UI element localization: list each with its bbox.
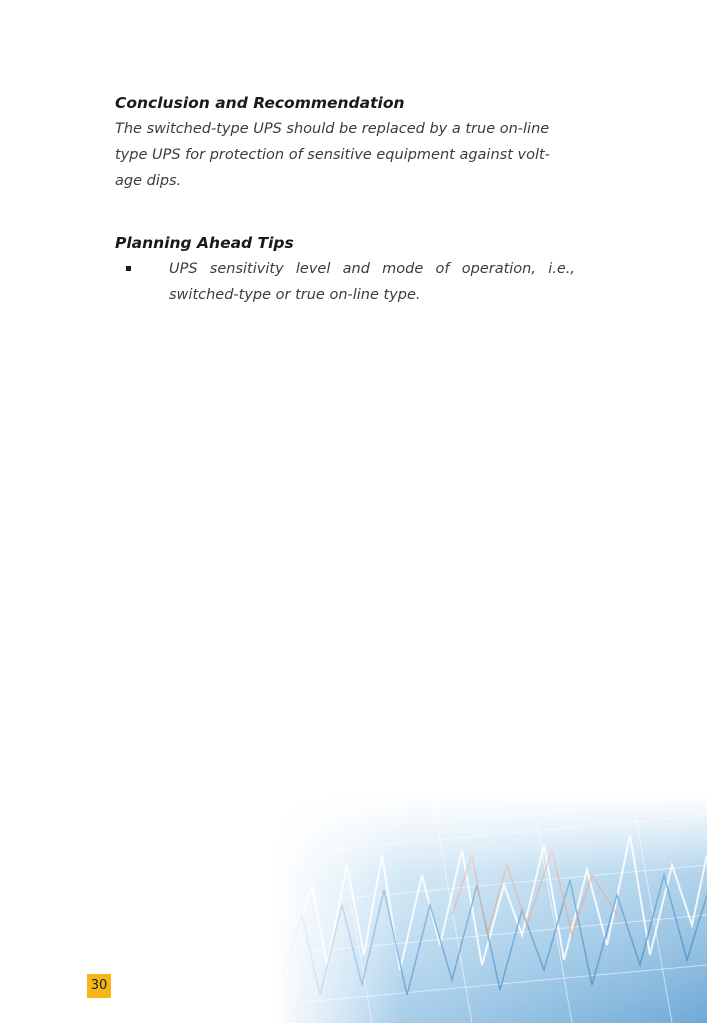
tip-item (115, 256, 575, 308)
tip-text: UPS sensitivity level and mode of operation, i.e., switched-type or true on-line type. (169, 261, 575, 303)
square-bullet-icon (126, 266, 131, 271)
conclusion-line: type UPS for protection of sensitive equipment against volt- (115, 147, 550, 163)
conclusion-text (115, 116, 575, 194)
page-content (115, 90, 575, 308)
conclusion-heading: Conclusion and Recommendation (115, 94, 405, 112)
conclusion-section (115, 90, 575, 194)
tips-list (115, 256, 575, 308)
page-number-badge: 30 (87, 974, 111, 998)
conclusion-line: age dips. (115, 173, 182, 189)
planning-section (115, 230, 575, 308)
waveform-data-graphic (272, 795, 707, 1023)
planning-heading: Planning Ahead Tips (115, 234, 294, 252)
conclusion-line: The switched-type UPS should be replaced by a true on-line (115, 121, 550, 137)
